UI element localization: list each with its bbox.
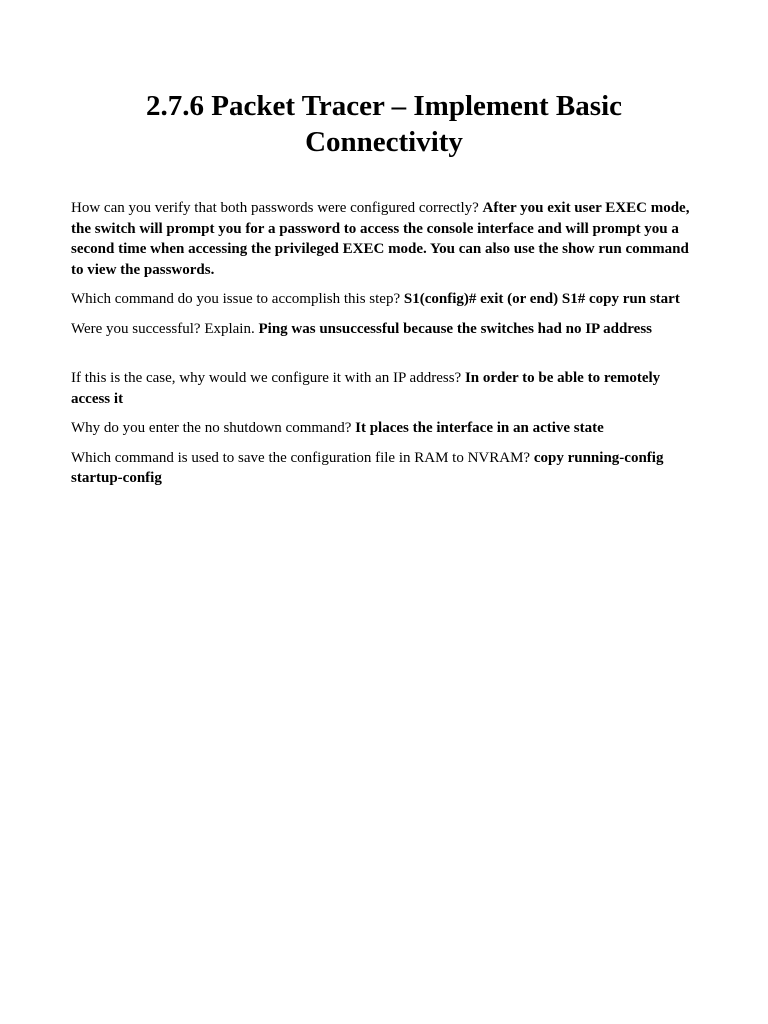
- qa-item-password-verify: [71, 198, 701, 280]
- qa-item-save-command: [71, 289, 701, 310]
- page-title: 2.7.6 Packet Tracer – Implement Basic Connectivity: [146, 90, 622, 158]
- qa-item-ping-result: [71, 319, 701, 340]
- answer-text: Ping was unsuccessful because the switches had no IP address: [258, 320, 653, 337]
- question-text: If this is the case, why would we configure it with an IP address?: [71, 370, 462, 386]
- answer-text: S1(config)# exit (or end) S1# copy run start: [403, 291, 680, 307]
- answer-text: After you exit user EXEC mode, the switch will prompt you for a password to access the console interface and will prompt you a second time when accessing the privileged EXEC mode. You can also use the show run command to view the passwords.: [71, 200, 690, 278]
- qa-item-nvram: [71, 448, 701, 489]
- answer-text: copy running-config startup-config: [71, 449, 664, 486]
- qa-item-no-shutdown: [71, 418, 701, 439]
- question-text: Which command is used to save the configuration file in RAM to NVRAM?: [71, 449, 531, 466]
- qa-list: [71, 198, 701, 498]
- paragraph-spacer: [71, 348, 701, 368]
- question-text: Were you successful? Explain.: [71, 320, 255, 337]
- question-text: Why do you enter the no shutdown command?: [71, 420, 352, 436]
- question-text: How can you verify that both passwords were configured correctly?: [71, 200, 479, 216]
- qa-item-ip-address: [71, 368, 701, 409]
- question-text: Which command do you issue to accomplish this step?: [71, 291, 401, 307]
- answer-text: In order to be able to remotely access it: [71, 370, 661, 407]
- answer-text: It places the interface in an active state: [355, 420, 604, 436]
